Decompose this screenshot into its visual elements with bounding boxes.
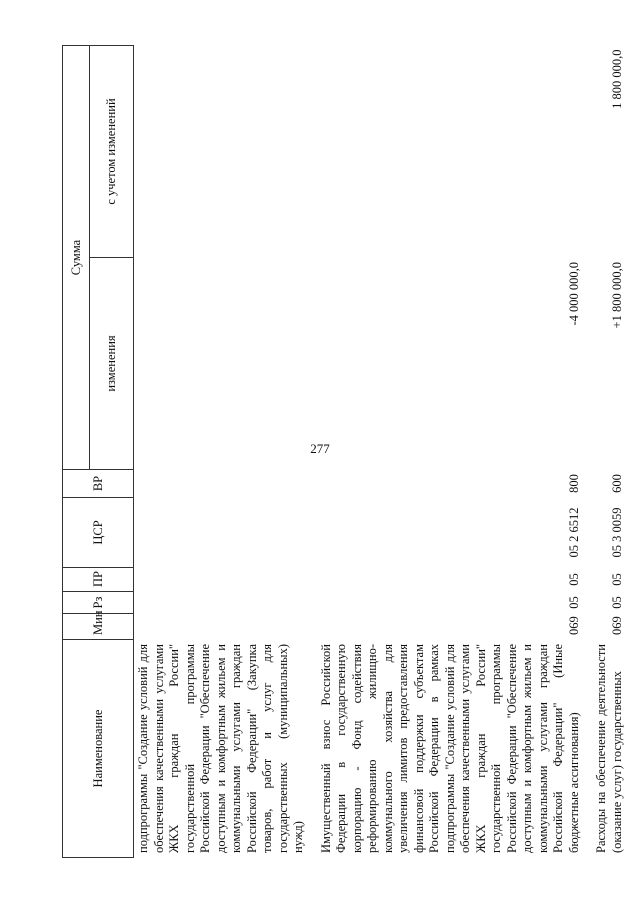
- header-vr: ВР: [63, 470, 134, 498]
- row-min: 069: [610, 616, 624, 635]
- table-row: [134, 46, 309, 858]
- row-pr: [134, 568, 309, 592]
- row-change: +1 800 000,0: [610, 262, 624, 329]
- row-change: -4 000 000,0: [567, 262, 581, 326]
- row-vr: 800: [567, 474, 581, 493]
- header-name: Наименование: [63, 640, 134, 858]
- row-csr: 05 2 6512: [567, 507, 581, 558]
- header-rz: Рз: [63, 592, 134, 614]
- row-total: [134, 46, 309, 258]
- row-vr: [134, 470, 309, 498]
- row-min: [134, 614, 309, 640]
- budget-table-sheet: [62, 46, 624, 858]
- header-with-changes: с учетом изменений: [90, 46, 134, 258]
- header-changes: изменения: [90, 258, 134, 470]
- row-csr: [134, 498, 309, 568]
- row-vr: 600: [610, 474, 624, 493]
- row-name: Расходы на обеспечение деятельности (оказание услуг) государственных: [594, 644, 624, 853]
- row-csr: 05 3 0059: [610, 507, 624, 558]
- row-total: 1 800 000,0: [610, 49, 624, 109]
- page-number: 277: [310, 441, 330, 456]
- row-change: [134, 258, 309, 470]
- row-pr: 05: [567, 573, 581, 586]
- header-csr: ЦСР: [63, 498, 134, 568]
- row-total: [309, 46, 585, 258]
- budget-table: [62, 45, 627, 858]
- row-rz: 05: [567, 596, 581, 609]
- table-row: [584, 46, 627, 858]
- row-name: Имущественный взнос Российской Федерации в государственную корпорацию - Фонд содействия реформированию жилищно-коммунального хозяйства для увеличения лимитов предоставления финансовой поддержки субъектам Российской Федерации в рамках подпрограммы "Создание условий для обеспечения качественными услугами ЖКХ граждан России" государственной программы Российской Федерации "Обеспечение доступным и комфортным жильем и коммунальными услугами граждан Российской Федерации" (Иные бюджетные ассигнования): [318, 644, 581, 853]
- header-sum: Сумма: [63, 46, 90, 470]
- row-min: 069: [567, 616, 581, 635]
- row-pr: 05: [610, 573, 624, 586]
- table-row: [309, 46, 585, 858]
- row-rz: [134, 592, 309, 614]
- header-min: Мин: [63, 614, 134, 640]
- header-pr: ПР: [63, 568, 134, 592]
- row-name: подпрограммы "Создание условий для обеспечения качественными услугами ЖКХ граждан России" государственной программы Российской Федерации "Обеспечение доступным и комфортным жильем и коммунальными услугами граждан Российской Федерации" (Закупка товаров, работ и услуг для государственных (муниципальных) нужд): [136, 644, 305, 853]
- row-rz: 05: [610, 596, 624, 609]
